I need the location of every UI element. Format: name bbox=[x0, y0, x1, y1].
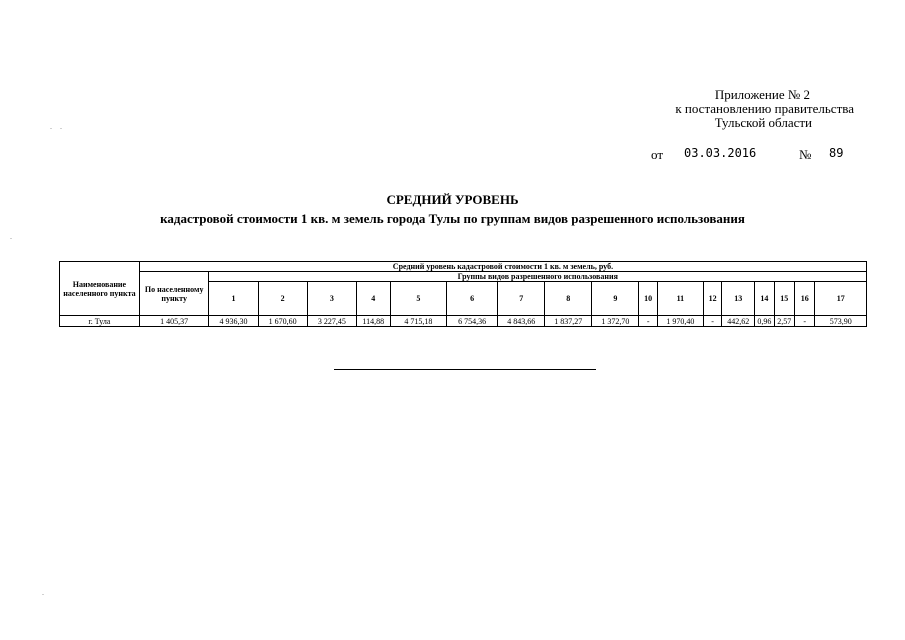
header-group-10: 10 bbox=[639, 282, 657, 316]
header-group-7: 7 bbox=[498, 282, 545, 316]
header-group-12: 12 bbox=[703, 282, 721, 316]
row-group-value-10: - bbox=[639, 316, 657, 327]
row-group-value-2: 1 670,60 bbox=[258, 316, 307, 327]
appendix-line-1: Приложение № 2 bbox=[714, 87, 810, 102]
row-group-value-4: 114,88 bbox=[356, 316, 390, 327]
row-group-value-3: 3 227,45 bbox=[307, 316, 356, 327]
header-group-5: 5 bbox=[390, 282, 446, 316]
header-group-15: 15 bbox=[774, 282, 794, 316]
header-group-4: 4 bbox=[356, 282, 390, 316]
row-group-value-6: 6 754,36 bbox=[446, 316, 497, 327]
row-group-value-9: 1 372,70 bbox=[592, 316, 639, 327]
row-group-value-16: - bbox=[795, 316, 815, 327]
header-group-6: 6 bbox=[446, 282, 497, 316]
row-settlement-name: г. Тула bbox=[60, 316, 140, 327]
header-group-9: 9 bbox=[592, 282, 639, 316]
row-group-value-12: - bbox=[703, 316, 721, 327]
number-label: № bbox=[799, 147, 812, 162]
row-group-value-1: 4 936,30 bbox=[209, 316, 258, 327]
row-group-value-13: 442,62 bbox=[722, 316, 755, 327]
row-group-value-14: 0,96 bbox=[755, 316, 774, 327]
row-settlement-value: 1 405,37 bbox=[139, 316, 209, 327]
header-group-8: 8 bbox=[545, 282, 592, 316]
table-row bbox=[60, 316, 867, 327]
row-group-value-5: 4 715,18 bbox=[390, 316, 446, 327]
appendix-line-3: Тульской области bbox=[714, 115, 812, 130]
header-group-1: 1 bbox=[209, 282, 258, 316]
header-by-settlement: По населенному пункту bbox=[139, 272, 209, 316]
bottom-rule bbox=[334, 369, 596, 370]
document-subtitle: кадастровой стоимости 1 кв. м земель города Тулы по группам видов разрешенного использования bbox=[160, 211, 745, 226]
row-group-value-11: 1 970,40 bbox=[657, 316, 703, 327]
header-settlement-name: Наименование населенного пункта bbox=[60, 262, 140, 316]
row-group-value-17: 573,90 bbox=[815, 316, 867, 327]
header-group-16: 16 bbox=[795, 282, 815, 316]
header-main: Средний уровень кадастровой стоимости 1 кв. м земель, руб. bbox=[139, 262, 866, 272]
header-groups: Группы видов разрешенного использования bbox=[209, 272, 867, 282]
scan-speck: . bbox=[10, 232, 15, 241]
scan-speck: . . bbox=[50, 122, 65, 131]
document-title: СРЕДНИЙ УРОВЕНЬ bbox=[386, 192, 519, 207]
decree-date: 03.03.2016 bbox=[684, 146, 757, 160]
row-group-value-15: 2,57 bbox=[774, 316, 794, 327]
decree-number: 89 bbox=[829, 146, 844, 160]
row-group-value-8: 1 837,27 bbox=[545, 316, 592, 327]
header-group-2: 2 bbox=[258, 282, 307, 316]
appendix-block bbox=[640, 88, 870, 130]
header-group-13: 13 bbox=[722, 282, 755, 316]
cadastral-value-table bbox=[59, 261, 867, 327]
row-group-value-7: 4 843,66 bbox=[498, 316, 545, 327]
appendix-line-2: к постановлению правительства bbox=[675, 101, 854, 116]
scan-speck: . bbox=[42, 588, 47, 597]
header-group-3: 3 bbox=[307, 282, 356, 316]
header-group-11: 11 bbox=[657, 282, 703, 316]
date-label: от bbox=[651, 147, 664, 162]
header-group-17: 17 bbox=[815, 282, 867, 316]
header-group-14: 14 bbox=[755, 282, 774, 316]
